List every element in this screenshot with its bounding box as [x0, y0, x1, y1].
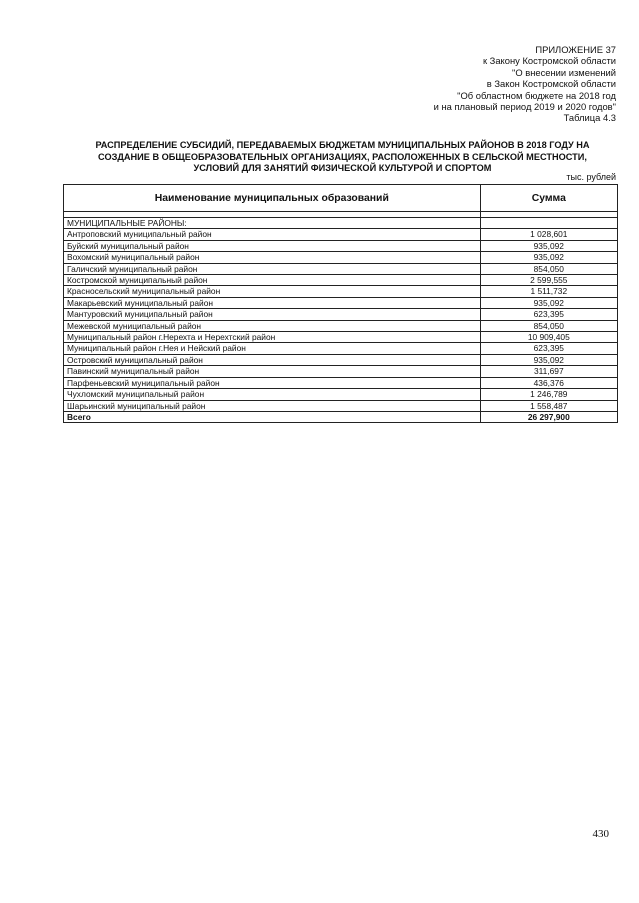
table-row [64, 354, 618, 365]
table-body [64, 212, 618, 423]
document-title [60, 140, 625, 175]
district-name: Галичский муниципальный район [64, 263, 481, 274]
unit-label: тыс. рублей [566, 172, 616, 182]
appendix-line: "Об областном бюджете на 2018 год [457, 89, 616, 101]
table-row [64, 389, 618, 400]
table-row [64, 252, 618, 263]
table-number: Таблица 4.3 [563, 112, 616, 124]
page-number: 430 [592, 828, 609, 840]
header-name: Наименование муниципальных образований [64, 185, 481, 212]
district-name: Муниципальный район г.Нея и Нейский район [64, 343, 481, 354]
district-name: Межевской муниципальный район [64, 320, 481, 331]
district-name: Макарьевский муниципальный район [64, 297, 481, 308]
subsidy-sum: 1 511,732 [480, 286, 617, 297]
subsidy-sum: 935,092 [480, 240, 617, 251]
appendix-line: "О внесении изменений [512, 66, 616, 78]
district-name: Вохомский муниципальный район [64, 252, 481, 263]
subsidy-sum: 1 028,601 [480, 229, 617, 240]
district-name: Мантуровский муниципальный район [64, 309, 481, 320]
subsidy-sum: 1 558,487 [480, 400, 617, 411]
subsidy-sum: 2 599,555 [480, 275, 617, 286]
district-name: Красносельский муниципальный район [64, 286, 481, 297]
table-row [64, 297, 618, 308]
table-row [64, 332, 618, 343]
subsidy-sum: 854,050 [480, 320, 617, 331]
table-row [64, 229, 618, 240]
subsidy-sum: 854,050 [480, 263, 617, 274]
subsidy-sum: 935,092 [480, 354, 617, 365]
section-row [64, 218, 618, 229]
district-name: Буйский муниципальный район [64, 240, 481, 251]
district-name: Павинский муниципальный район [64, 366, 481, 377]
header-sum: Сумма [480, 185, 617, 212]
district-name: Муниципальный район г.Нерехта и Нерехтский район [64, 332, 481, 343]
table-row [64, 263, 618, 274]
subsidy-sum: 1 246,789 [480, 389, 617, 400]
district-name: Костромской муниципальный район [64, 275, 481, 286]
table-row [64, 320, 618, 331]
title-line: СОЗДАНИЕ В ОБЩЕОБРАЗОВАТЕЛЬНЫХ ОРГАНИЗАЦИЯХ, РАСПОЛОЖЕННЫХ В СЕЛЬСКОЙ МЕСТНОСТИ, [98, 151, 587, 162]
district-name: Антроповский муниципальный район [64, 229, 481, 240]
appendix-line: в Закон Костромской области [486, 78, 616, 90]
subsidy-sum: 26 297,900 [480, 411, 617, 422]
subsidy-sum: 935,092 [480, 252, 617, 263]
table-row [64, 309, 618, 320]
subsidy-sum: 623,395 [480, 343, 617, 354]
appendix-header [286, 44, 616, 124]
district-name: Парфеньевский муниципальный район [64, 377, 481, 388]
subsidy-sum: 10 909,405 [480, 332, 617, 343]
title-line: РАСПРЕДЕЛЕНИЕ СУБСИДИЙ, ПЕРЕДАВАЕМЫХ БЮДЖЕТАМ МУНИЦИПАЛЬНЫХ РАЙОНОВ В 2018 ГОДУ НА [95, 140, 590, 150]
table-row [64, 286, 618, 297]
district-name: Островский муниципальный район [64, 354, 481, 365]
subsidy-sum: 436,376 [480, 377, 617, 388]
appendix-line: ПРИЛОЖЕНИЕ 37 [535, 44, 616, 55]
table-row [64, 240, 618, 251]
section-label: МУНИЦИПАЛЬНЫЕ РАЙОНЫ: [64, 218, 481, 229]
subsidy-sum: 935,092 [480, 297, 617, 308]
table-row [64, 343, 618, 354]
district-name: Чухломский муниципальный район [64, 389, 481, 400]
total-row [64, 411, 618, 422]
table-header-row [64, 185, 618, 212]
district-name: Всего [64, 411, 481, 422]
subsidy-sum: 311,697 [480, 366, 617, 377]
appendix-line: к Закону Костромской области [482, 55, 616, 67]
appendix-line: и на плановый период 2019 и 2020 годов" [433, 101, 616, 113]
subsidy-sum: 623,395 [480, 309, 617, 320]
title-line: УСЛОВИЙ ДЛЯ ЗАНЯТИЙ ФИЗИЧЕСКОЙ КУЛЬТУРОЙ И СПОРТОМ [193, 163, 492, 174]
table-row [64, 400, 618, 411]
subsidy-table [63, 184, 618, 423]
table-row [64, 366, 618, 377]
table-row [64, 377, 618, 388]
district-name: Шарьинский муниципальный район [64, 400, 481, 411]
table-row [64, 275, 618, 286]
